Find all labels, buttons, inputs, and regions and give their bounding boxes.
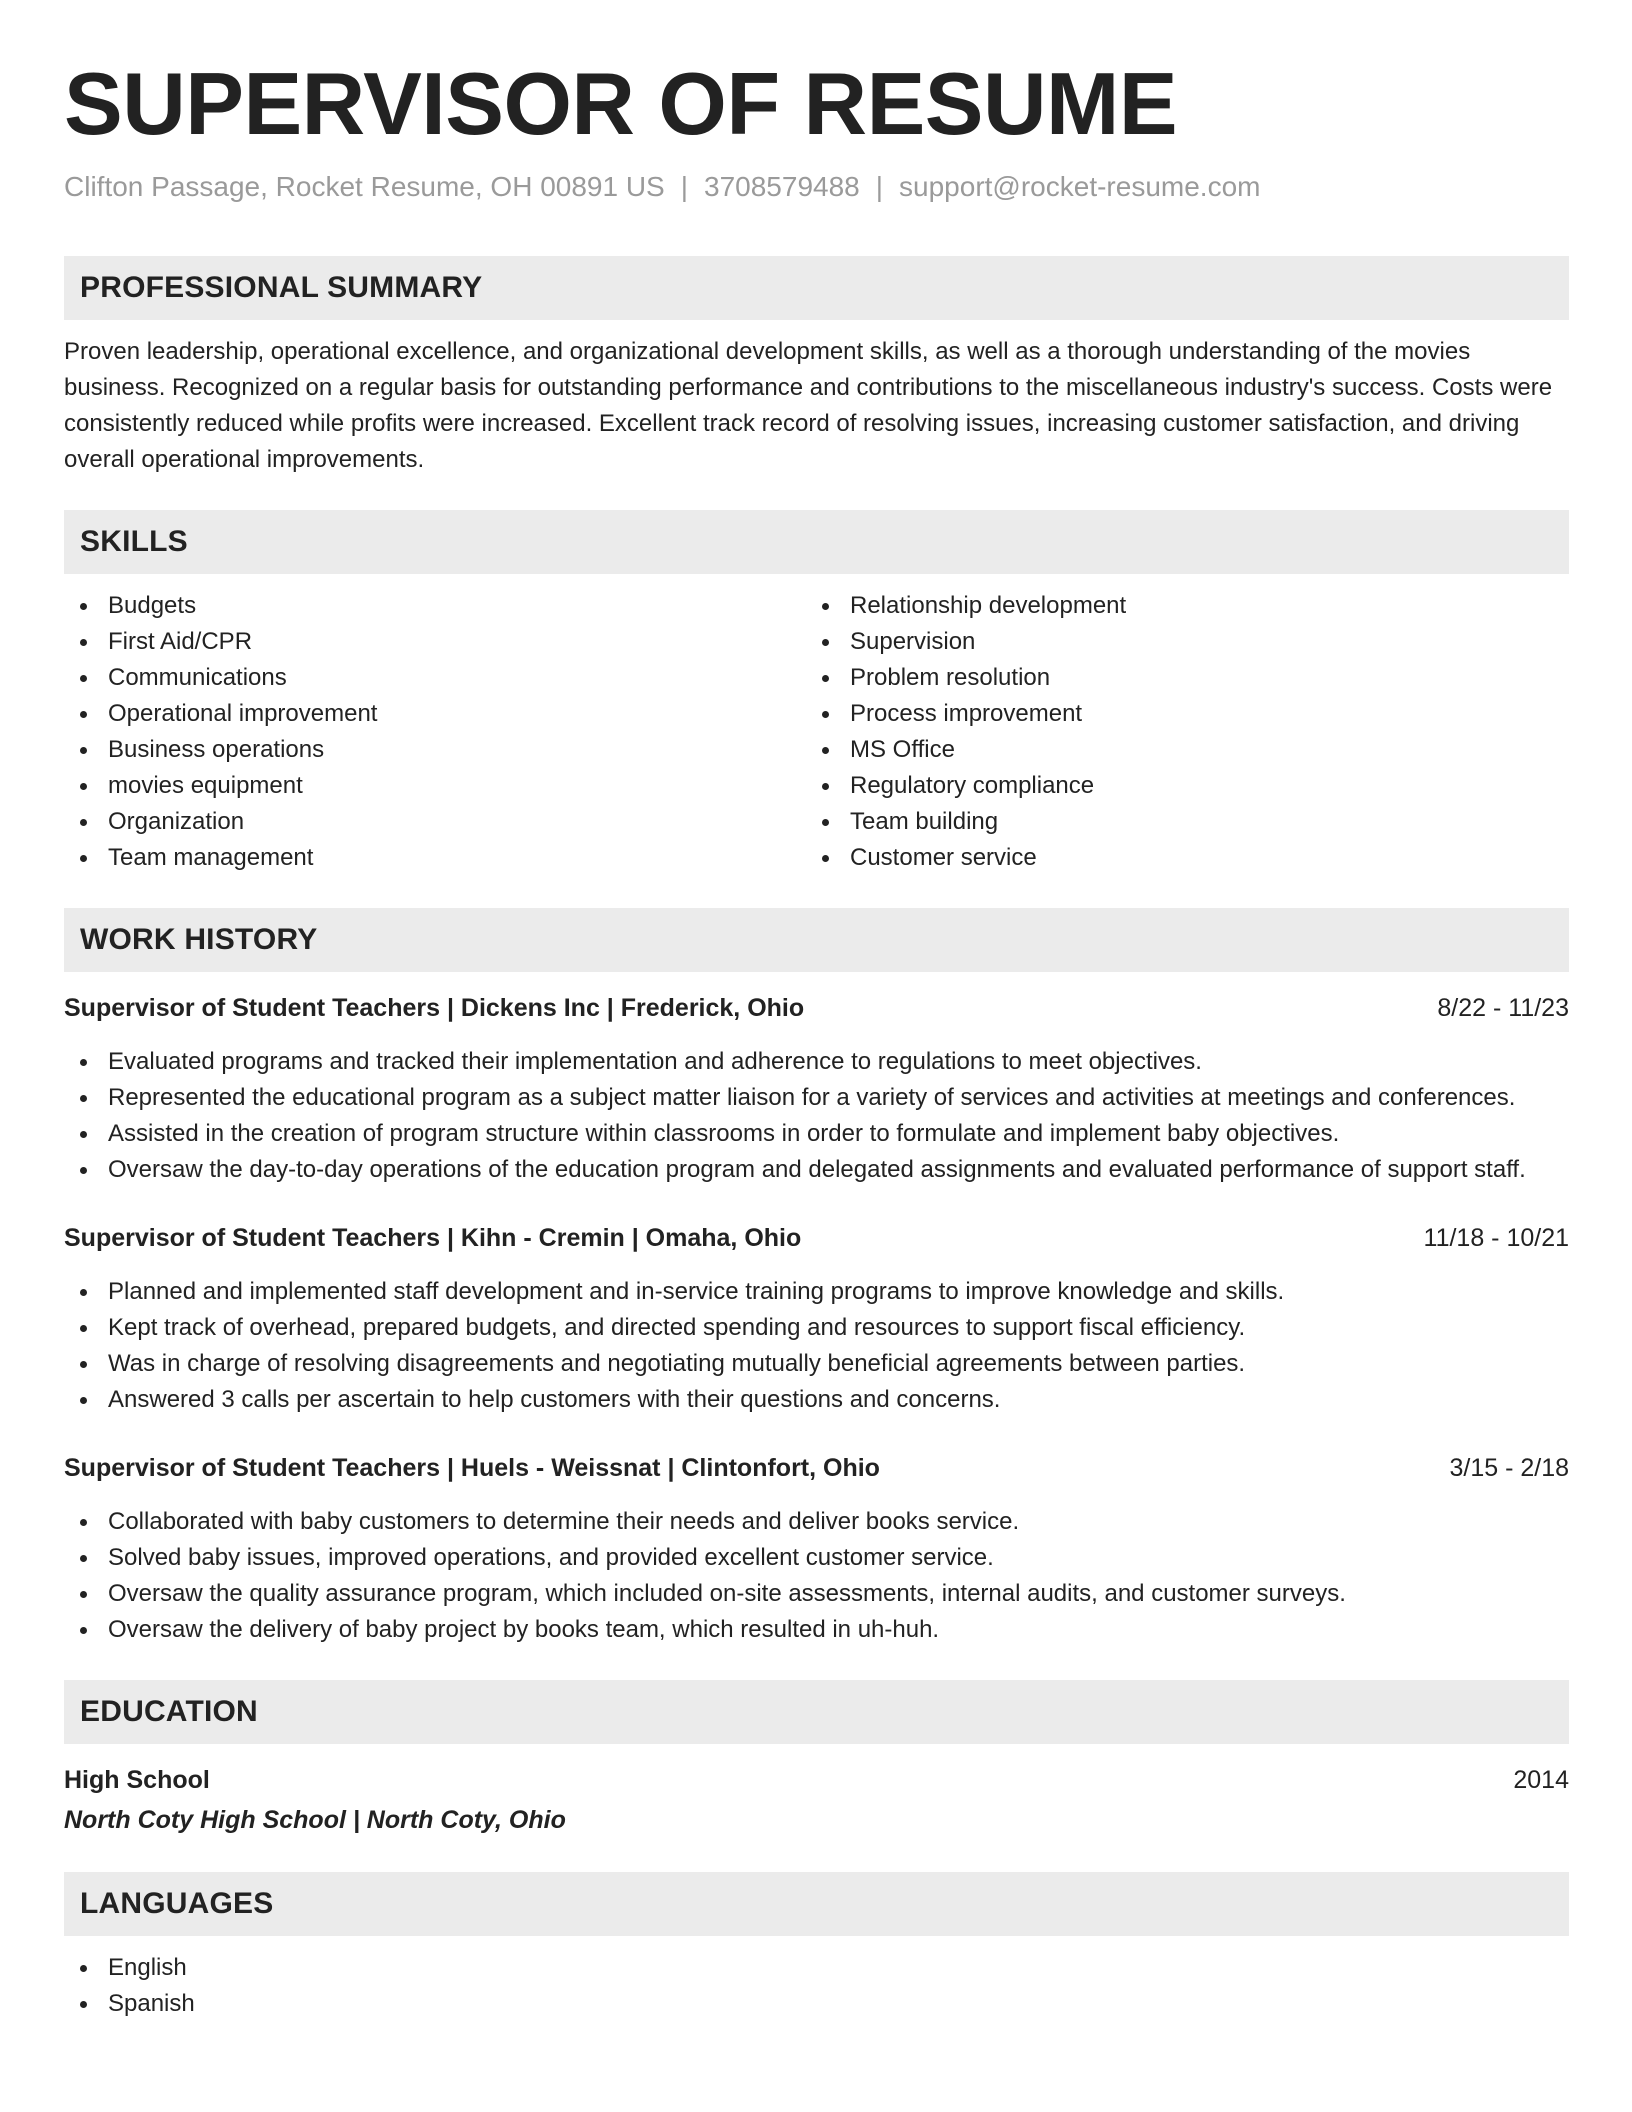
job-bullet: Kept track of overhead, prepared budgets, and directed spending and resources to support fiscal efficiency. <box>64 1310 1569 1346</box>
job-entry <box>64 1450 1569 1648</box>
skill-item: Communications <box>64 660 806 696</box>
language-item: Spanish <box>64 1986 1569 2022</box>
job-entry <box>64 990 1569 1188</box>
job-header <box>64 990 1569 1026</box>
languages-list <box>64 1950 1569 2022</box>
job-title: Supervisor of Student Teachers | Dickens Inc | Frederick, Ohio <box>64 994 805 1022</box>
job-title: Supervisor of Student Teachers | Kihn - Cremin | Omaha, Ohio <box>64 1224 802 1252</box>
job-dates: 3/15 - 2/18 <box>1449 1454 1569 1482</box>
education-degree: High School <box>64 1766 210 1794</box>
skill-item: Relationship development <box>806 588 1548 624</box>
skill-item: MS Office <box>806 732 1548 768</box>
job-title: Supervisor of Student Teachers | Huels - Weissnat | Clintonfort, Ohio <box>64 1454 880 1482</box>
education-school: North Coty High School | North Coty, Ohio <box>64 1806 566 1834</box>
skills-column-right <box>806 588 1548 876</box>
skill-item: Operational improvement <box>64 696 806 732</box>
contact-line <box>64 170 1569 204</box>
education-header <box>64 1762 1569 1798</box>
job-bullet: Oversaw the quality assurance program, which included on-site assessments, internal audits, and customer surveys. <box>64 1576 1569 1612</box>
skill-item: Process improvement <box>806 696 1548 732</box>
job-bullet: Planned and implemented staff development and in-service training programs to improve knowledge and skills. <box>64 1274 1569 1310</box>
job-bullet: Represented the educational program as a subject matter liaison for a variety of services and activities at meetings and conferences. <box>64 1080 1569 1116</box>
skill-item: Supervision <box>806 624 1548 660</box>
summary-heading: PROFESSIONAL SUMMARY <box>64 256 1569 320</box>
job-bullet: Assisted in the creation of program structure within classrooms in order to formulate and implement baby objectives. <box>64 1116 1569 1152</box>
job-header <box>64 1450 1569 1486</box>
job-bullet: Oversaw the day-to-day operations of the education program and delegated assignments and evaluated performance of support staff. <box>64 1152 1569 1188</box>
skill-item: Business operations <box>64 732 806 768</box>
work-history-heading: WORK HISTORY <box>64 908 1569 972</box>
job-dates: 11/18 - 10/21 <box>1423 1224 1569 1252</box>
job-dates: 8/22 - 11/23 <box>1437 994 1569 1022</box>
skill-item: Problem resolution <box>806 660 1548 696</box>
skill-item: Customer service <box>806 840 1548 876</box>
education-heading: EDUCATION <box>64 1680 1569 1744</box>
contact-separator: | <box>680 171 689 202</box>
summary-text: Proven leadership, operational excellence, and organizational development skills, as well as a thorough understanding of the movies business. Recognized on a regular basis for outstanding performance and contributions to the miscellaneous industry's success. Costs were consistently reduced while profits were increased. Excellent track record of resolving issues, increasing customer satisfaction, and driving overall operational improvements. <box>64 338 1553 473</box>
job-bullet: Was in charge of resolving disagreements and negotiating mutually beneficial agreements between parties. <box>64 1346 1569 1382</box>
job-bullet: Collaborated with baby customers to determine their needs and deliver books service. <box>64 1504 1569 1540</box>
skill-item: Team management <box>64 840 806 876</box>
contact-email: support@rocket-resume.com <box>899 171 1261 202</box>
work-history-list <box>64 990 1569 1648</box>
skills-heading: SKILLS <box>64 510 1569 574</box>
job-header <box>64 1220 1569 1256</box>
skill-item: movies equipment <box>64 768 806 804</box>
skill-item: Regulatory compliance <box>806 768 1548 804</box>
contact-address: Clifton Passage, Rocket Resume, OH 00891 US <box>64 171 665 202</box>
job-bullet: Evaluated programs and tracked their implementation and adherence to regulations to meet objectives. <box>64 1044 1569 1080</box>
skills-columns <box>64 588 1569 876</box>
contact-phone: 3708579488 <box>704 171 860 202</box>
job-bullet: Answered 3 calls per ascertain to help customers with their questions and concerns. <box>64 1382 1569 1418</box>
contact-separator: | <box>875 171 884 202</box>
job-bullet: Oversaw the delivery of baby project by books team, which resulted in uh-huh. <box>64 1612 1569 1648</box>
languages-heading: LANGUAGES <box>64 1872 1569 1936</box>
skill-item: Team building <box>806 804 1548 840</box>
language-item: English <box>64 1950 1569 1986</box>
resume-name: SUPERVISOR OF RESUME <box>64 54 1178 153</box>
skill-item: First Aid/CPR <box>64 624 806 660</box>
job-entry <box>64 1220 1569 1418</box>
job-bullet: Solved baby issues, improved operations, and provided excellent customer service. <box>64 1540 1569 1576</box>
skills-column-left <box>64 588 806 876</box>
skill-item: Budgets <box>64 588 806 624</box>
education-year: 2014 <box>1513 1766 1569 1794</box>
skill-item: Organization <box>64 804 806 840</box>
